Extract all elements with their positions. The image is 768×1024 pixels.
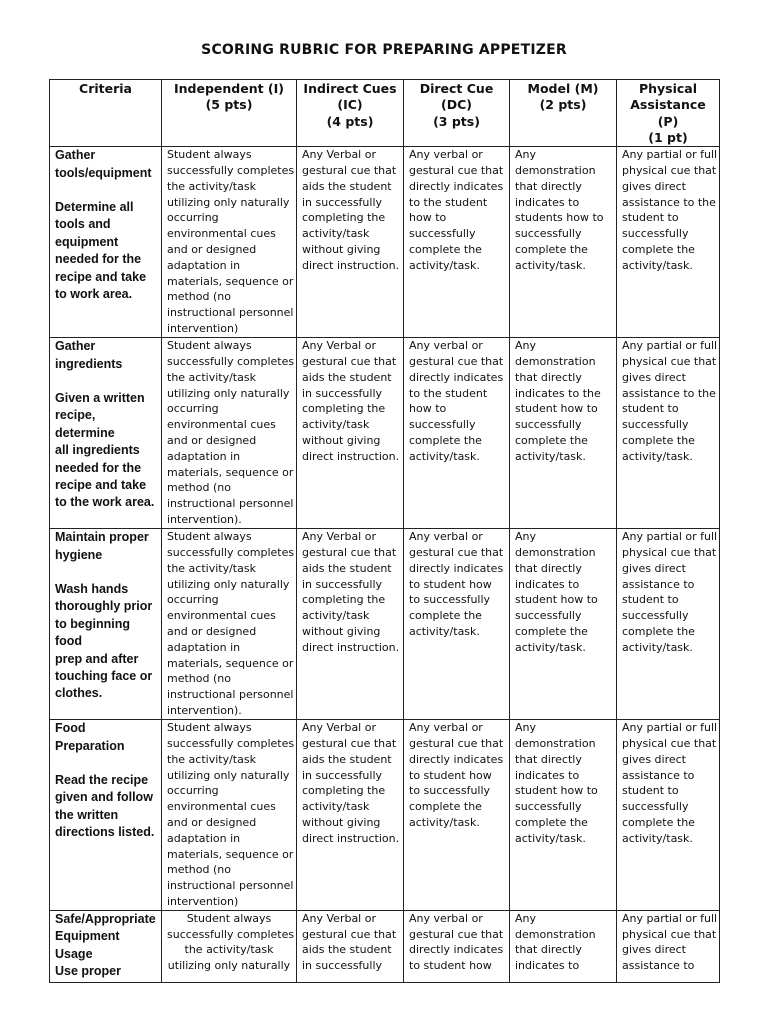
text-line: Any partial or full xyxy=(622,339,718,353)
text-line: occurring xyxy=(167,784,219,798)
text-line: gestural cue that xyxy=(302,927,397,941)
text-line: instructional personnel xyxy=(167,497,294,511)
text-line: complete the xyxy=(622,815,695,829)
text-line: completing the xyxy=(302,402,386,416)
text-line: without giving xyxy=(302,815,381,829)
model-cell xyxy=(510,529,617,720)
text-line: demonstration xyxy=(515,736,596,750)
text-line: successfully xyxy=(409,227,476,241)
page-title: SCORING RUBRIC FOR PREPARING APPETIZER xyxy=(201,42,567,58)
text-line: directly indicates xyxy=(409,370,504,384)
text-line: Any partial or full xyxy=(622,721,718,735)
header-independent xyxy=(162,80,297,147)
text-line: Any partial or full xyxy=(622,911,718,925)
text-line: activity/task. xyxy=(409,449,480,463)
text-line: Gather xyxy=(55,148,96,163)
text-line: adaptation in xyxy=(167,831,241,845)
text-line: Student always xyxy=(186,911,272,925)
text-line: to successfully xyxy=(409,784,491,798)
text-line: directions listed. xyxy=(55,825,155,840)
text-line: to the student xyxy=(409,386,488,400)
text-line: aids the student xyxy=(302,370,392,384)
text-line: complete the xyxy=(515,433,588,447)
direct-cue-cell xyxy=(404,147,510,338)
text-line: without giving xyxy=(302,433,381,447)
text-line: activity/task. xyxy=(515,258,586,272)
text-line: gives direct xyxy=(622,561,686,575)
text-line: successfully xyxy=(622,227,689,241)
text-line: demonstration xyxy=(515,545,596,559)
text-line: successfully completes xyxy=(167,927,295,941)
text-line: successfully xyxy=(515,609,582,623)
text-line: gestural cue that xyxy=(409,354,504,368)
text-line: to student how xyxy=(409,959,492,973)
direct-cue-cell xyxy=(404,720,510,911)
text-line: to work area. xyxy=(55,287,133,302)
criteria-name xyxy=(55,338,156,373)
text-line: Determine all xyxy=(55,200,134,214)
physical-assistance-cell xyxy=(617,910,720,982)
text-line: Any Verbal or xyxy=(302,148,376,162)
text-line: environmental cues xyxy=(167,609,276,623)
text-line: directly indicates xyxy=(409,179,504,193)
text-line: (P) xyxy=(657,113,679,129)
text-line: Any Verbal or xyxy=(302,721,376,735)
text-line: successfully xyxy=(515,227,582,241)
text-line: equipment xyxy=(55,234,119,249)
text-line: gestural cue that xyxy=(409,927,504,941)
criteria-description xyxy=(55,390,156,512)
table-header-row xyxy=(50,80,720,147)
text-line: direct instruction. xyxy=(302,831,400,845)
text-line: recipe, determine xyxy=(55,408,115,440)
text-line: complete the xyxy=(409,242,482,256)
text-line: aids the student xyxy=(302,943,392,957)
header-direct-cue xyxy=(404,80,510,147)
criteria-description xyxy=(55,199,156,303)
text-line: physical cue that xyxy=(622,545,717,559)
text-line: Independent (I) xyxy=(173,81,285,96)
text-line: physical cue that xyxy=(622,163,717,177)
text-line: Any verbal or xyxy=(409,721,483,735)
text-line: and or designed xyxy=(167,433,257,447)
text-line: activity/task. xyxy=(409,258,480,272)
text-line: gives direct xyxy=(622,943,686,957)
text-line: activity/task. xyxy=(515,449,586,463)
text-line: method (no xyxy=(167,672,231,686)
text-line: demonstration xyxy=(515,927,596,941)
header-physical-assistance xyxy=(617,80,720,147)
text-line: utilizing only naturally xyxy=(167,195,290,209)
text-line: materials, sequence or xyxy=(167,847,294,861)
text-line: and or designed xyxy=(167,624,257,638)
text-line: and or designed xyxy=(167,242,257,256)
text-line: aids the student xyxy=(302,561,392,575)
model-cell xyxy=(510,720,617,911)
text-line: student how to xyxy=(515,784,598,798)
text-line: student to xyxy=(622,211,679,225)
text-line: Student always xyxy=(167,148,252,162)
text-line: tools and xyxy=(55,217,111,232)
text-line: indicates to xyxy=(515,768,580,782)
criteria-cell xyxy=(50,147,162,338)
text-line: Any verbal or xyxy=(409,911,483,925)
text-line: without giving xyxy=(302,242,381,256)
direct-cue-cell xyxy=(404,338,510,529)
text-line: thoroughly prior xyxy=(55,599,153,614)
text-line: activity/task xyxy=(302,800,370,814)
text-line: complete the xyxy=(409,433,482,447)
text-line: environmental cues xyxy=(167,418,276,432)
text-line: gestural cue that xyxy=(302,163,397,177)
text-line: clothes. xyxy=(55,686,103,701)
text-line: gestural cue that xyxy=(409,545,504,559)
text-line: and or designed xyxy=(167,815,257,829)
physical-assistance-cell xyxy=(617,147,720,338)
text-line: directly indicates xyxy=(409,943,504,957)
text-line: complete the xyxy=(515,815,588,829)
text-line: gives direct xyxy=(622,179,686,193)
independent-cell xyxy=(162,338,297,529)
text-line: successfully completes xyxy=(167,736,295,750)
criteria-name xyxy=(55,720,156,755)
text-line: to the work area. xyxy=(55,495,155,510)
text-line: Student always xyxy=(167,339,252,353)
criteria-description xyxy=(55,581,156,703)
text-line: in successfully xyxy=(302,386,383,400)
text-line: successfully xyxy=(409,418,476,432)
text-line: Any partial or full xyxy=(622,148,718,162)
text-line: to student how xyxy=(409,768,492,782)
text-line: (IC) xyxy=(337,97,363,113)
text-line: prep and after xyxy=(55,651,139,666)
text-line: intervention). xyxy=(167,512,242,526)
criteria-cell xyxy=(50,529,162,720)
text-line: to successfully xyxy=(409,593,491,607)
text-line: direct instruction. xyxy=(302,640,400,654)
text-line: utilizing only naturally xyxy=(167,768,290,782)
text-line: Any partial or full xyxy=(622,530,718,544)
text-line: that directly xyxy=(515,179,582,193)
text-line: materials, sequence or xyxy=(167,274,294,288)
text-line: utilizing only naturally xyxy=(167,959,291,973)
text-line: to beginning food xyxy=(55,616,130,649)
text-line: the activity/task xyxy=(184,943,274,957)
text-line: in successfully xyxy=(302,959,383,973)
text-line: directly indicates xyxy=(409,561,504,575)
indirect-cues-cell xyxy=(297,529,404,720)
text-line: Direct Cue xyxy=(419,81,494,96)
text-line: student how to xyxy=(515,402,598,416)
text-line: Any xyxy=(515,148,537,162)
text-line: adaptation in xyxy=(167,258,241,272)
text-line: Assistance xyxy=(630,97,706,113)
text-line: the written xyxy=(55,807,119,822)
text-line: given and follow xyxy=(55,790,153,805)
text-line: in successfully xyxy=(302,195,383,209)
independent-cell xyxy=(162,720,297,911)
text-line: physical cue that xyxy=(622,736,717,750)
text-line: indicates to xyxy=(515,195,580,209)
text-line: Any xyxy=(515,530,537,544)
text-line: successfully xyxy=(515,418,582,432)
model-cell xyxy=(510,147,617,338)
text-line: materials, sequence or xyxy=(167,656,294,670)
text-line: in successfully xyxy=(302,768,383,782)
text-line: Any verbal or xyxy=(409,339,483,353)
text-line: successfully xyxy=(622,609,689,623)
text-line: directly indicates xyxy=(409,752,504,766)
text-line: that directly xyxy=(515,561,582,575)
text-line: successfully completes xyxy=(167,163,295,177)
text-line: the activity/task xyxy=(167,752,256,766)
text-line: (4 pts) xyxy=(326,113,374,129)
text-line: completing the xyxy=(302,593,386,607)
text-line: tools/equipment xyxy=(55,165,152,180)
text-line: the activity/task xyxy=(167,179,256,193)
table-row xyxy=(50,147,720,338)
direct-cue-cell xyxy=(404,910,510,982)
text-line: Read the recipe xyxy=(55,773,149,787)
criteria-cell xyxy=(50,720,162,911)
header-criteria xyxy=(50,80,162,147)
criteria-cell xyxy=(50,910,162,982)
text-line: activity/task. xyxy=(515,831,586,845)
text-line: gestural cue that xyxy=(302,736,397,750)
text-line: intervention). xyxy=(167,703,242,717)
text-line: Equipment xyxy=(55,929,120,944)
text-line: that directly xyxy=(515,370,582,384)
text-line: (1 pt) xyxy=(648,129,688,145)
text-line: Any xyxy=(515,911,537,925)
criteria-name xyxy=(55,529,156,564)
text-line: occurring xyxy=(167,402,219,416)
criteria-description xyxy=(55,772,156,842)
text-line: environmental cues xyxy=(167,227,276,241)
model-cell xyxy=(510,910,617,982)
text-line: occurring xyxy=(167,593,219,607)
header-indirect-cues xyxy=(297,80,404,147)
text-line: assistance to the xyxy=(622,195,716,209)
text-line: utilizing only naturally xyxy=(167,386,290,400)
text-line: Any Verbal or xyxy=(302,339,376,353)
table-row xyxy=(50,720,720,911)
text-line: recipe and take xyxy=(55,269,147,284)
text-line: Indirect Cues xyxy=(303,81,397,96)
text-line: gives direct xyxy=(622,370,686,384)
text-line: how to xyxy=(409,402,447,416)
text-line: complete the xyxy=(622,624,695,638)
text-line: Student always xyxy=(167,721,252,735)
text-line: completing the xyxy=(302,784,386,798)
text-line: successfully xyxy=(622,800,689,814)
text-line: materials, sequence or xyxy=(167,465,294,479)
independent-cell xyxy=(162,910,297,982)
text-line: needed for the xyxy=(55,252,142,267)
text-line: Given a written xyxy=(55,391,145,405)
text-line: method (no xyxy=(167,290,231,304)
text-line: intervention) xyxy=(167,894,239,908)
text-line: environmental cues xyxy=(167,800,276,814)
text-line: Student always xyxy=(167,530,252,544)
text-line: to the student xyxy=(409,195,488,209)
text-line: assistance to xyxy=(622,768,695,782)
text-line: Model (M) xyxy=(527,81,599,96)
table-row xyxy=(50,338,720,529)
text-line: assistance to xyxy=(622,577,695,591)
text-line: Any xyxy=(515,721,537,735)
criteria-name xyxy=(55,911,156,981)
text-line: gestural cue that xyxy=(302,354,397,368)
text-line: activity/task xyxy=(302,418,370,432)
text-line: gestural cue that xyxy=(409,163,504,177)
text-line: all ingredients xyxy=(55,443,140,458)
text-line: gives direct xyxy=(622,752,686,766)
text-line: indicates to xyxy=(515,577,580,591)
text-line: Physical xyxy=(638,81,698,96)
text-line: complete the xyxy=(515,624,588,638)
text-line: method (no xyxy=(167,481,231,495)
text-line: Any verbal or xyxy=(409,530,483,544)
text-line: Gather xyxy=(55,339,96,354)
text-line: (3 pts) xyxy=(433,113,480,129)
text-line: in successfully xyxy=(302,577,383,591)
text-line: that directly xyxy=(515,752,582,766)
text-line: Any Verbal or xyxy=(302,530,376,544)
text-line: assistance to xyxy=(622,959,695,973)
text-line: (DC) xyxy=(441,97,472,113)
text-line: student to xyxy=(622,402,679,416)
text-line: hygiene xyxy=(55,547,103,562)
text-line: adaptation in xyxy=(167,449,241,463)
text-line: Safe/Appropriate xyxy=(55,911,156,926)
table-row xyxy=(50,910,720,982)
text-line: complete the xyxy=(515,242,588,256)
text-line: utilizing only naturally xyxy=(167,577,290,591)
indirect-cues-cell xyxy=(297,910,404,982)
text-line: the activity/task xyxy=(167,370,256,384)
text-line: physical cue that xyxy=(622,354,717,368)
text-line: student to xyxy=(622,593,679,607)
table-row xyxy=(50,529,720,720)
page-bottom-margin xyxy=(0,983,768,1024)
text-line: Any Verbal or xyxy=(302,911,376,925)
criteria-cell xyxy=(50,338,162,529)
text-line: to student how xyxy=(409,577,492,591)
text-line: touching face or xyxy=(55,669,153,684)
text-line: activity/task. xyxy=(409,815,480,829)
text-line: instructional personnel xyxy=(167,306,294,320)
text-line: Wash hands xyxy=(55,582,129,596)
text-line: activity/task. xyxy=(622,640,693,654)
text-line: gestural cue that xyxy=(409,736,504,750)
text-line: Usage xyxy=(55,946,93,961)
text-line: recipe and take xyxy=(55,478,147,493)
indirect-cues-cell xyxy=(297,338,404,529)
text-line: successfully completes xyxy=(167,545,295,559)
text-line: gestural cue that xyxy=(302,545,397,559)
text-line: aids the student xyxy=(302,179,392,193)
text-line: indicates to the xyxy=(515,386,601,400)
text-line: activity/task. xyxy=(622,831,693,845)
independent-cell xyxy=(162,147,297,338)
text-line: aids the student xyxy=(302,752,392,766)
text-line: Any verbal or xyxy=(409,148,483,162)
text-line: ingredients xyxy=(55,356,123,371)
text-line: successfully xyxy=(622,418,689,432)
text-line: (5 pts) xyxy=(205,97,253,113)
text-line: Use proper xyxy=(55,963,121,978)
independent-cell xyxy=(162,529,297,720)
text-line: indicates to xyxy=(515,959,580,973)
text-line: Food Preparation xyxy=(55,721,125,753)
rubric-table xyxy=(49,79,720,983)
text-line: activity/task. xyxy=(622,258,693,272)
direct-cue-cell xyxy=(404,529,510,720)
text-line: without giving xyxy=(302,624,381,638)
text-line: activity/task. xyxy=(409,624,480,638)
text-line: successfully completes xyxy=(167,354,295,368)
indirect-cues-cell xyxy=(297,147,404,338)
text-line: complete the xyxy=(622,433,695,447)
text-line: activity/task xyxy=(302,609,370,623)
physical-assistance-cell xyxy=(617,529,720,720)
text-line: Any xyxy=(515,339,537,353)
text-line: activity/task xyxy=(302,227,370,241)
text-line: Maintain proper xyxy=(55,530,149,545)
text-line: instructional personnel xyxy=(167,879,294,893)
text-line: intervention) xyxy=(167,321,239,335)
indirect-cues-cell xyxy=(297,720,404,911)
physical-assistance-cell xyxy=(617,720,720,911)
text-line: (2 pts) xyxy=(539,97,587,113)
header-model xyxy=(510,80,617,147)
text-line: complete the xyxy=(409,609,482,623)
physical-assistance-cell xyxy=(617,338,720,529)
text-line: students how to xyxy=(515,211,604,225)
text-line: that directly xyxy=(515,943,582,957)
text-line: complete the xyxy=(622,242,695,256)
text-line: method (no xyxy=(167,863,231,877)
model-cell xyxy=(510,338,617,529)
text-line: the activity/task xyxy=(167,561,256,575)
text-line: demonstration xyxy=(515,354,596,368)
criteria-name xyxy=(55,147,156,182)
text-line: activity/task. xyxy=(622,449,693,463)
text-line: needed for the xyxy=(55,460,142,475)
text-line: student to xyxy=(622,784,679,798)
text-line: how to xyxy=(409,211,447,225)
text-line: direct instruction. xyxy=(302,258,400,272)
text-line: physical cue that xyxy=(622,927,717,941)
text-line: complete the xyxy=(409,800,482,814)
text-line: activity/task. xyxy=(515,640,586,654)
text-line: occurring xyxy=(167,211,219,225)
text-line: successfully xyxy=(515,800,582,814)
text-line: demonstration xyxy=(515,163,596,177)
text-line: completing the xyxy=(302,211,386,225)
text-line: assistance to the xyxy=(622,386,716,400)
text-line: Criteria xyxy=(79,81,132,96)
text-line: direct instruction. xyxy=(302,449,400,463)
text-line: adaptation in xyxy=(167,640,241,654)
text-line: instructional personnel xyxy=(167,688,294,702)
text-line: student how to xyxy=(515,593,598,607)
